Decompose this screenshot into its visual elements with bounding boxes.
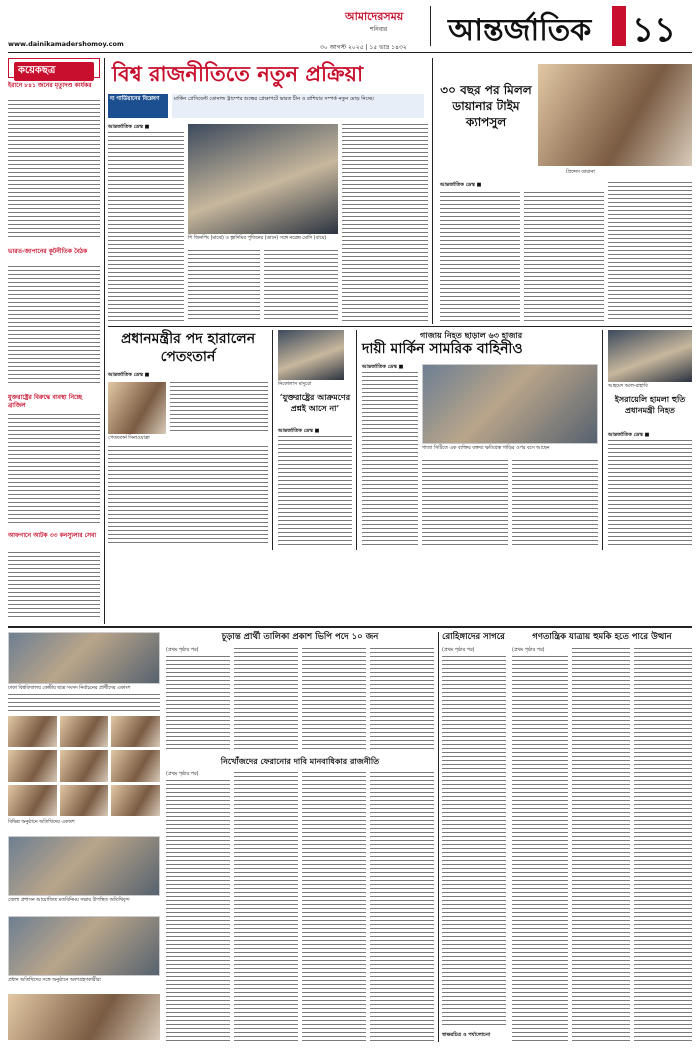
brief-title-2: ভারত-জাপানের কূটনীতিক বৈঠক [8, 248, 88, 255]
yemen-photo [608, 330, 692, 382]
diana-headline: ৩০ বছর পর মিলল ডায়ানার টাইম ক্যাপসুল [440, 83, 532, 129]
missing-headline: নিখোঁজদের ফেরানোর দাবি মানবাধিকার রাজনীতি [220, 756, 380, 766]
red-bar [612, 6, 626, 46]
brief-title-4: আফগানে আটক ৩৩ কনস্যুলার সেবা [8, 532, 97, 539]
gaza-caption: গাজা সিটিতে এক ব্যক্তির বক্তব্য ক্ষতিগ্রস্ত গাড়ির ওপর বসে আছেন [422, 446, 550, 451]
footer-note: স্বাক্ষরচিত্র ও পর্যালোচনা [442, 1032, 491, 1038]
gonotontro-headline: গণতান্ত্রিক যাত্রায় হুমকি হতে পারে উত্থান [532, 632, 672, 642]
lead-tag [108, 94, 168, 118]
lead-tag-text: দ্য গার্ডিয়ানের বিশ্লেষণ [110, 96, 160, 102]
photo-meeting-3 [8, 916, 160, 976]
gaza-headline: দায়ী মার্কিন সামরিক বাহিনীও [362, 341, 523, 357]
photo-grid [8, 716, 160, 816]
masthead [0, 0, 700, 56]
photo-caption-2: বিভিন্ন অনুষ্ঠানে অতিথিদের একাংশ [8, 820, 75, 825]
lead-headline: বিশ্ব রাজনীতিতে নতুন প্রক্রিয়া [112, 61, 364, 86]
photo-caption-1: ঢাকা বিশ্ববিদ্যালয় কেন্দ্রীয় ছাত্র সংসদ নির্বাচনের প্রার্থীদের একাংশ [8, 686, 131, 691]
lead-caption: শি জিনপিং (মাঝে) ও ভ্লাদিমির পুতিনের (ডানে) সঙ্গে নরেন্দ্র মোদি (বামে) [188, 236, 327, 241]
thai-caption: পেতংতার্ন সিনাওয়াত্রা [108, 436, 150, 441]
gaza-kicker: গাজায় নিহত ছাড়াল ৬৩ হাজার [420, 330, 523, 340]
missing-continued: (প্রথম পৃষ্ঠার পর) [166, 772, 199, 777]
rohingya-headline: রোহিঙ্গাদের সাগরে [442, 632, 505, 642]
lead-byline: আন্তর্জাতিক ডেস্ক ■ [108, 124, 150, 130]
sidebar-logo-box [8, 58, 100, 78]
photo-portraits [8, 994, 160, 1040]
photo-caption-3: জেলা প্রশাসন আয়োজিত মতবিনিময় সভায় উপস্থিত অতিথিবৃন্দ [8, 898, 130, 903]
photo-meeting-2 [8, 836, 160, 896]
brief-title-1: ইরানে ৮৪১ জনের মৃত্যুদণ্ড কার্যকর [8, 82, 92, 89]
gaza-photo [422, 364, 598, 444]
venezuela-caption: নিকোলাস মাদুরো [278, 382, 312, 387]
photo-bnp-meeting [8, 632, 160, 684]
diana-caption: প্রিন্সেস ডায়ানা [566, 170, 595, 175]
section-title: আন্তর্জাতিক [448, 13, 592, 48]
thai-headline: প্রধানমন্ত্রীর পদ হারালেন পেতংতার্ন [120, 331, 256, 365]
lead-dek: মার্কিন প্রেসিডেন্ট ডোনাল্ড ট্রাম্পের শুল্কের প্রেক্ষাপটে ভারত চীন ও রাশিয়ার সম্পর্ক নতুন মোড় নিচ্ছে। [172, 94, 424, 118]
gaza-byline: আন্তর্জাতিক ডেস্ক ■ [362, 364, 404, 370]
masthead-date: ৩০ আগস্ট ২০২৫ | ১৫ ভাদ্র ১৪৩২ [320, 44, 407, 51]
website[interactable]: www.dainikamadershomoy.com [8, 40, 124, 48]
page-number: ১১ [632, 10, 677, 50]
brief-title-3: যুক্তরাষ্ট্রের বিরুদ্ধে ব্যবস্থা নিচ্ছে ব্রাজিল [8, 394, 83, 409]
newspaper-logo: আমাদেরসময় [345, 10, 404, 23]
lead-photo [188, 124, 338, 234]
venezuela-photo [278, 330, 344, 380]
bnp-continued: (প্রথম পৃষ্ঠার পর) [166, 648, 199, 653]
photo-caption-4: প্রধান অতিথিদের সঙ্গে অনুষ্ঠানে অংশগ্রহণকারীরা [8, 978, 101, 983]
sidebar-logo: কয়েকছত্র [14, 62, 94, 81]
bnp-headline: চূড়ান্ত প্রার্থী তালিকা প্রকাশ ভিপি পদে ১০ জন [221, 632, 379, 642]
thai-photo [108, 382, 166, 434]
rohingya-continued: (প্রথম পৃষ্ঠার পর) [442, 648, 475, 653]
diana-photo [538, 64, 692, 166]
venezuela-byline: আন্তর্জাতিক ডেস্ক ■ [278, 428, 320, 434]
diana-byline: আন্তর্জাতিক ডেস্ক ■ [440, 182, 482, 188]
yemen-headline: ইসরায়েলি হামলা হুতি প্রধানমন্ত্রী নিহত [614, 394, 686, 415]
venezuela-headline: ‘যুক্তরাষ্ট্রের আক্রমণের প্রশ্নই আসে না’ [279, 392, 351, 413]
gonotontro-continued: (প্রথম পৃষ্ঠার পর) [512, 648, 545, 653]
yemen-byline: আন্তর্জাতিক ডেস্ক ■ [608, 432, 650, 438]
yemen-caption: আহমেদ আল-রাহাবি [608, 384, 648, 389]
thai-byline: আন্তর্জাতিক ডেস্ক ■ [108, 372, 150, 378]
masthead-day: শনিবার [370, 26, 388, 33]
sidebar-brief [8, 58, 100, 624]
